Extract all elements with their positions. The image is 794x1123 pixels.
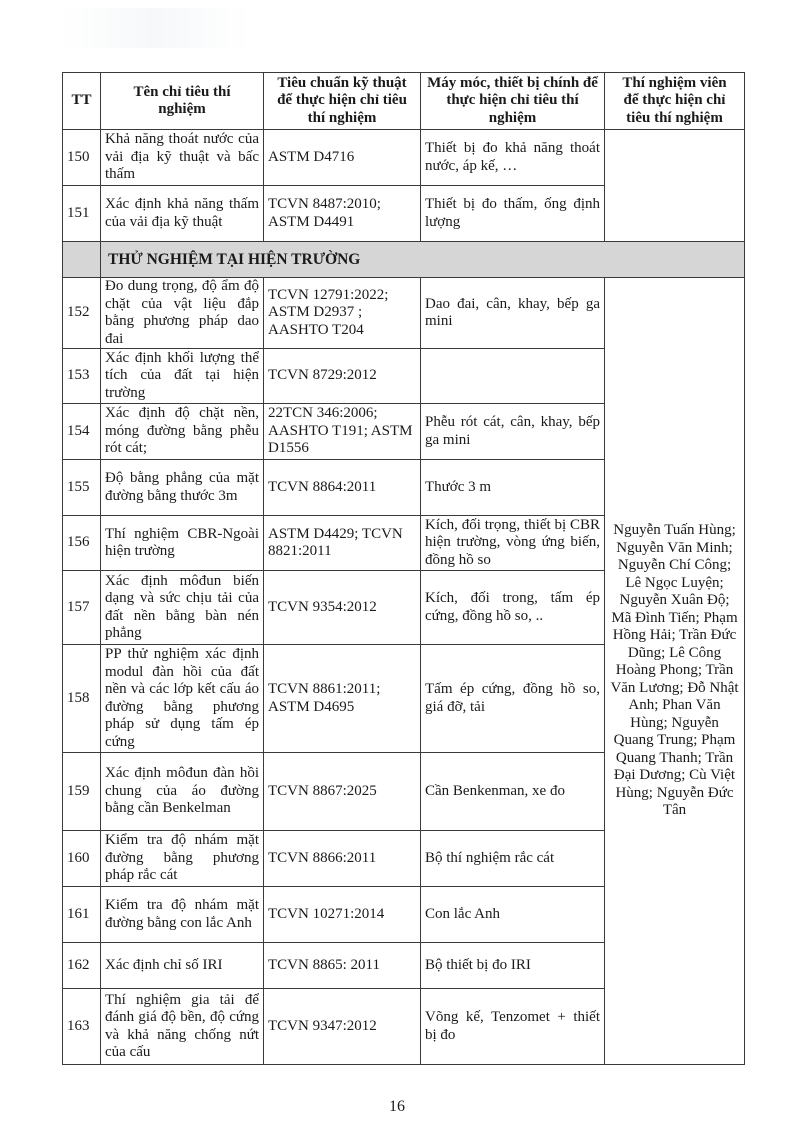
row-tt: 156 bbox=[63, 516, 101, 571]
tester-names: Nguyễn Tuấn Hùng; Nguyễn Văn Minh; Nguyễn Chí Công; Lê Ngọc Luyện; Nguyễn Xuân Độ; Mã Đình Tiến; Phạm Hồng Hải; Trần Đức Dũng; Lê Công Hoàng Phong; Trần Văn Lương; Đỗ Nhật Anh; Phan Văn Hùng; Nguyễn Quang Trung; Phạm Quang Thanh; Trần Đại Dương; Cù Việt Hùng; Nguyễn Đức Tân bbox=[605, 278, 745, 1065]
page-number: 16 bbox=[389, 1098, 405, 1115]
row-name: Độ bằng phẳng của mặt đường bằng thước 3m bbox=[101, 460, 264, 516]
row-standard: TCVN 9347:2012 bbox=[264, 989, 421, 1065]
table-row bbox=[63, 278, 745, 349]
row-name: Xác định khối lượng thể tích của đất tại hiện trường bbox=[101, 349, 264, 404]
row-equipment: Thiết bị đo khả năng thoát nước, áp kế, … bbox=[421, 130, 605, 186]
scan-artifact bbox=[60, 8, 250, 48]
header-standard: Tiêu chuẩn kỹ thuật để thực hiện chỉ tiêu thí nghiệm bbox=[264, 73, 421, 130]
row-name: Xác định môđun biến dạng và sức chịu tải của đất nền bằng bàn nén phẳng bbox=[101, 571, 264, 645]
row-standard: TCVN 8866:2011 bbox=[264, 831, 421, 887]
row-tt: 157 bbox=[63, 571, 101, 645]
row-name: Đo dung trọng, độ ẩm độ chặt của vật liệu đắp bằng phương pháp dao đai bbox=[101, 278, 264, 349]
row-equipment: Bộ thiết bị đo IRI bbox=[421, 943, 605, 989]
row-equipment: Võng kế, Tenzomet + thiết bị đo bbox=[421, 989, 605, 1065]
row-tt: 162 bbox=[63, 943, 101, 989]
row-tt: 158 bbox=[63, 645, 101, 753]
row-equipment: Kích, đối trọng, thiết bị CBR hiện trường, vòng ứng biến, đồng hồ so bbox=[421, 516, 605, 571]
row-standard: TCVN 8867:2025 bbox=[264, 753, 421, 831]
row-standard: ASTM D4429; TCVN 8821:2011 bbox=[264, 516, 421, 571]
row-standard: TCVN 10271:2014 bbox=[264, 887, 421, 943]
row-name: Kiểm tra độ nhám mặt đường bằng phương pháp rắc cát bbox=[101, 831, 264, 887]
row-standard: TCVN 8865: 2011 bbox=[264, 943, 421, 989]
row-equipment: Dao đai, cân, khay, bếp ga mini bbox=[421, 278, 605, 349]
row-standard: TCVN 8729:2012 bbox=[264, 349, 421, 404]
row-tt: 155 bbox=[63, 460, 101, 516]
test-standards-table bbox=[62, 72, 745, 1065]
row-equipment bbox=[421, 349, 605, 404]
row-name: Xác định khả năng thấm của vải địa kỹ thuật bbox=[101, 186, 264, 242]
row-name: Thí nghiệm gia tải để đánh giá độ bền, độ cứng và khả năng chống nứt của cấu bbox=[101, 989, 264, 1065]
row-equipment: Bộ thí nghiệm rắc cát bbox=[421, 831, 605, 887]
header-tt: TT bbox=[63, 73, 101, 130]
row-equipment: Thiết bị đo thấm, ống định lượng bbox=[421, 186, 605, 242]
row-name: Xác định chỉ số IRI bbox=[101, 943, 264, 989]
row-equipment: Cần Benkenman, xe đo bbox=[421, 753, 605, 831]
section-row bbox=[63, 242, 745, 278]
row-equipment: Tấm ép cứng, đồng hồ so, giá đỡ, tải bbox=[421, 645, 605, 753]
section-title: THỬ NGHIỆM TẠI HIỆN TRƯỜNG bbox=[101, 242, 745, 278]
row-equipment: Con lắc Anh bbox=[421, 887, 605, 943]
row-tt: 152 bbox=[63, 278, 101, 349]
row-tt: 161 bbox=[63, 887, 101, 943]
row-standard: TCVN 9354:2012 bbox=[264, 571, 421, 645]
row-tt: 154 bbox=[63, 404, 101, 460]
header-row bbox=[63, 73, 745, 130]
row-name: PP thử nghiệm xác định modul đàn hồi của đất nền và các lớp kết cấu áo đường bằng phương pháp sử dụng tấm ép cứng bbox=[101, 645, 264, 753]
row-equipment: Kích, đối trong, tấm ép cứng, đồng hồ so, .. bbox=[421, 571, 605, 645]
row-tt: 160 bbox=[63, 831, 101, 887]
row-standard: 22TCN 346:2006; AASHTO T191; ASTM D1556 bbox=[264, 404, 421, 460]
row-equipment: Phễu rót cát, cân, khay, bếp ga mini bbox=[421, 404, 605, 460]
header-name: Tên chỉ tiêu thí nghiệm bbox=[101, 73, 264, 130]
tester-cell-top bbox=[605, 130, 745, 242]
row-name: Kiểm tra độ nhám mặt đường bằng con lắc Anh bbox=[101, 887, 264, 943]
row-tt: 163 bbox=[63, 989, 101, 1065]
row-standard: ASTM D4716 bbox=[264, 130, 421, 186]
header-equipment: Máy móc, thiết bị chính để thực hiện chỉ tiêu thí nghiệm bbox=[421, 73, 605, 130]
header-tester: Thí nghiệm viên để thực hiện chỉ tiêu thí nghiệm bbox=[605, 73, 745, 130]
row-standard: TCVN 8864:2011 bbox=[264, 460, 421, 516]
row-tt: 150 bbox=[63, 130, 101, 186]
row-tt: 159 bbox=[63, 753, 101, 831]
row-standard: TCVN 8487:2010; ASTM D4491 bbox=[264, 186, 421, 242]
row-name: Xác định môđun đàn hồi chung của áo đường bằng cần Benkelman bbox=[101, 753, 264, 831]
section-tt-cell bbox=[63, 242, 101, 278]
row-standard: TCVN 12791:2022; ASTM D2937 ; AASHTO T204 bbox=[264, 278, 421, 349]
row-tt: 151 bbox=[63, 186, 101, 242]
row-name: Khả năng thoát nước của vải địa kỹ thuật và bấc thấm bbox=[101, 130, 264, 186]
row-equipment: Thước 3 m bbox=[421, 460, 605, 516]
row-name: Thí nghiệm CBR-Ngoài hiện trường bbox=[101, 516, 264, 571]
row-standard: TCVN 8861:2011; ASTM D4695 bbox=[264, 645, 421, 753]
table-row bbox=[63, 130, 745, 186]
row-tt: 153 bbox=[63, 349, 101, 404]
row-name: Xác định độ chặt nền, móng đường bằng phễu rót cát; bbox=[101, 404, 264, 460]
